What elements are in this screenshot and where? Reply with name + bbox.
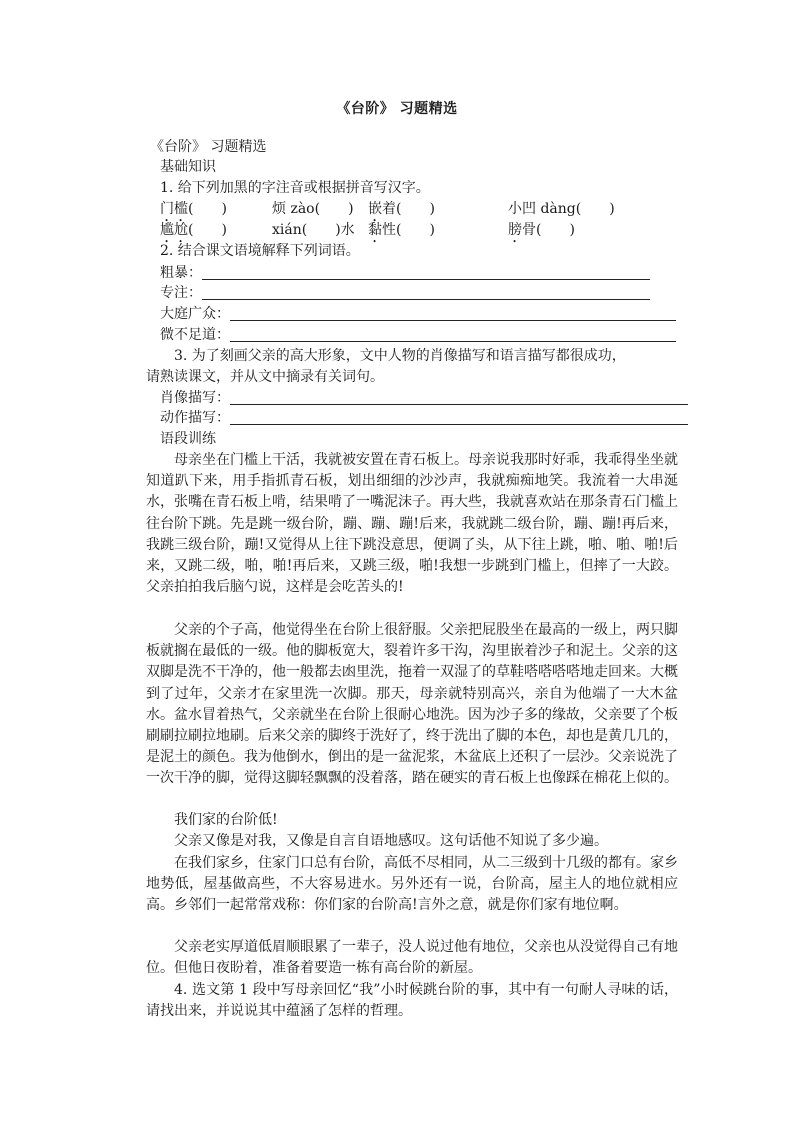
passage-paragraph-1: 母亲坐在门槛上干活，我就被安置在青石板上。母亲说我那时好乖，我乖得坐坐就知道趴下来，用手指抓青石板，划出细细的沙沙声，我就痴痴地笑。我流着一大串涎水，张嘴在青石板上啃，结果啃了一嘴泥沫子。再大些，我就喜欢站在那条青石门槛上往台阶下跳。先是跳一级台阶，蹦、蹦、蹦!后来，我就跳二级台阶，蹦、蹦!再后来，我跳三级台阶，蹦!又觉得从上往下跳没意思，便调了头，从下往上跳，啪、啪、啪!后来，又跳二级，啪，啪!再后来，又跳三级，啪!我想一步跳到门槛上，但摔了一大跤。父亲拍拍我后脑勺说，这样是会吃苦头的! [146,452,678,596]
q1-item-1: 门槛( ) [160,201,227,217]
question-2: 2. 结合课文语境解释下列词语。 [160,243,360,259]
q1-item-4: 小凹 dàng( ) [508,201,615,217]
q2-term-label: 微不足道： [160,327,230,343]
q1-item-5: 尴尬( ) [160,222,227,238]
q1-item-7: 黏性( ) [368,222,435,238]
q2-term-label: 大庭广众： [160,306,230,322]
passage-paragraph-4: 父亲又像是对我，又像是自言自语地感叹。这句话他不知说了多少遍。 [174,833,608,849]
answer-blank[interactable] [202,285,650,300]
q2-term-label: 专注： [160,285,202,301]
passage-paragraph-2: 父亲的个子高，他觉得坐在台阶上很舒服。父亲把屁股坐在最高的一级上，两只脚板就搁在最低的一级。他的脚板宽大，裂着许多干沟，沟里嵌着沙子和泥土。父亲的这双脚是洗不干净的，他一般都去凼里洗，拖着一双湿了的草鞋嗒嗒嗒嗒地走回来。大概到了过年，父亲才在家里洗一次脚。那天，母亲就特别高兴，亲自为他端了一大木盆水。盆水冒着热气，父亲就坐在台阶上很耐心地洗。因为沙子多的缘故，父亲要了个板刷刷拉刷拉地刷。后来父亲的脚终于洗好了，终于洗出了脚的本色，却也是黄几几的，是泥土的颜色。我为他倒水，倒出的是一盆泥浆，木盆底上还积了一层沙。父亲说洗了一次干净的脚，觉得这脚轻飘飘的没着落，踏在硬实的青石板上也像踩在棉花上似的。 [146,622,678,787]
q1-item-6: xián( )水 [272,222,355,238]
q1-item-3: 嵌着( ) [368,201,435,217]
q1-item-2: 烦 zào( ) [272,201,354,217]
question-3-line-2: 请熟读课文，并从文中摘录有关词句。 [146,369,384,385]
q2-term-row [160,283,650,303]
answer-blank[interactable] [230,410,688,425]
passage-paragraph-6: 父亲老实厚道低眉顺眼累了一辈子，没人说过他有地位，父亲也从没觉得自己有地位。但他日夜盼着，准备着要造一栋有高台阶的新屋。 [146,939,678,977]
q3-term-label: 动作描写： [160,410,230,426]
document-subtitle: 《台阶》 习题精选 [150,139,267,155]
question-4: 4. 选文第 1 段中写母亲回忆“我”小时候跳台阶的事，其中有一句耐人寻味的话，请找出来，并说说其中蕴涵了怎样的哲理。 [146,982,678,1020]
passage-paragraph-5: 在我们家乡，住家门口总有台阶，高低不尽相同，从二三级到十几级的都有。家乡地势低，屋基做高些，不大容易进水。另外还有一说，台阶高，屋主人的地位就相应高。乡邻们一起常常戏称：你们家的台阶高!言外之意，就是你们家有地位啊。 [146,855,678,914]
q3-term-label: 肖像描写： [160,390,230,406]
passage-paragraph-3: 我们家的台阶低! [174,812,278,828]
q3-term-row [160,408,688,428]
question-3-line-1: 3. 为了刻画父亲的高大形象，文中人物的肖像描写和语言描写都很成功， [174,348,626,364]
answer-blank[interactable] [230,327,676,342]
section-heading-basic: 基础知识 [160,159,216,175]
question-1: 1. 给下列加黑的字注音或根据拼音写汉字。 [160,180,430,196]
document-title: 《台阶》 习题精选 [336,101,458,117]
q3-term-row [160,388,688,408]
q2-term-row [160,263,650,283]
answer-blank[interactable] [230,306,676,321]
q2-term-row [160,325,676,345]
q2-term-label: 粗暴： [160,265,202,281]
q1-item-8: 膀骨( ) [508,222,575,238]
section-heading-passage: 语段训练 [160,431,216,447]
answer-blank[interactable] [230,390,688,405]
q2-term-row [160,304,676,324]
answer-blank[interactable] [202,265,650,280]
